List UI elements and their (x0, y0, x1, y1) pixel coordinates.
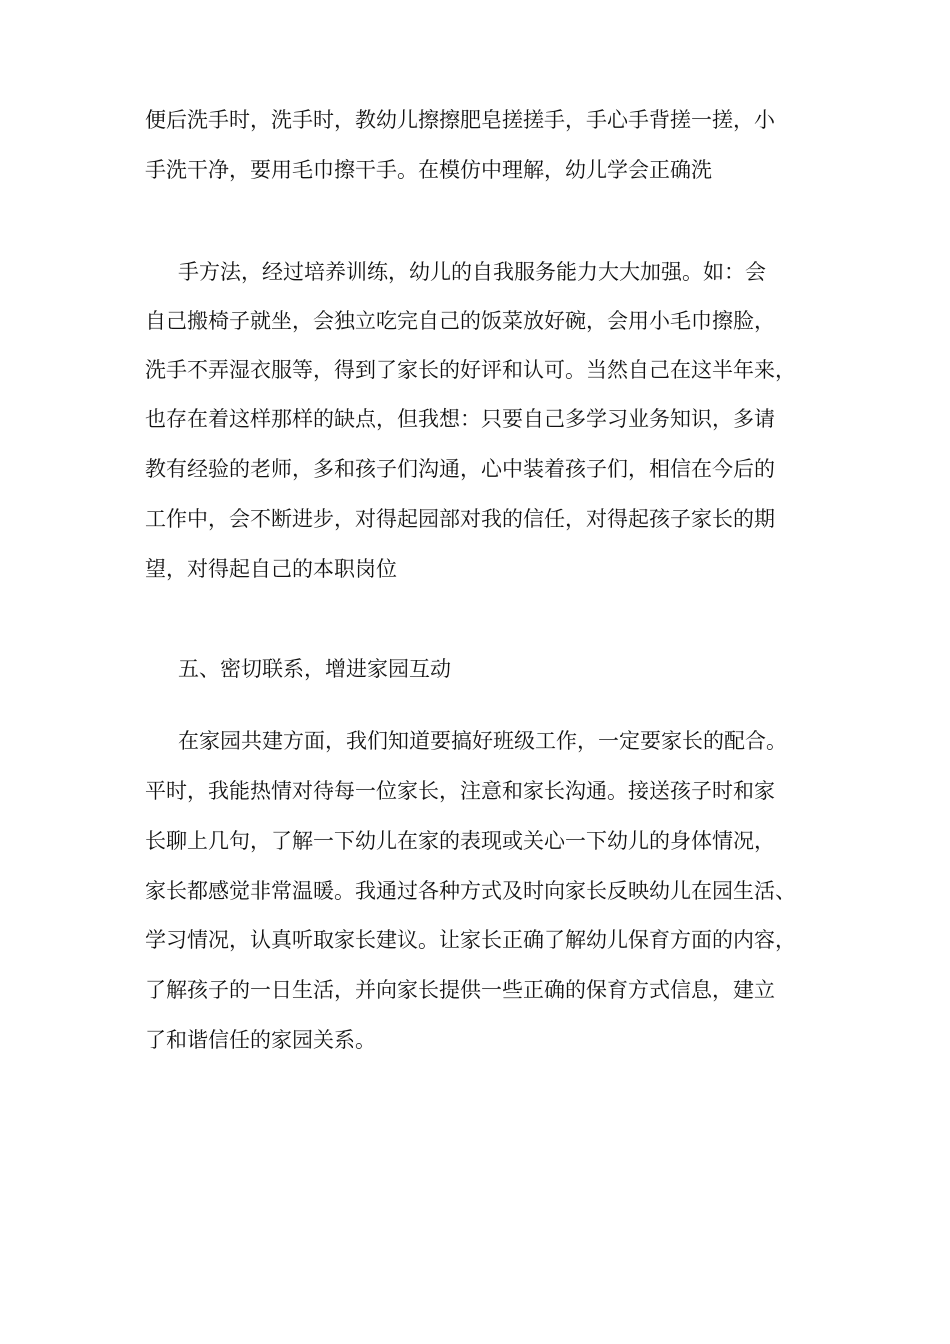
paragraph-line: 手洗干净，要用毛巾擦干手。在模仿中理解，幼儿学会正确洗 (145, 158, 712, 182)
paragraph-line: 了和谐信任的家园关系。 (145, 1028, 376, 1052)
paragraph-line: 手方法，经过培养训练，幼儿的自我服务能力大大加强。如：会 (178, 260, 766, 284)
paragraph-line: 便后洗手时，洗手时，教幼儿擦擦肥皂搓搓手，手心手背搓一搓，小 (145, 108, 775, 132)
section-heading: 五、密切联系，增进家园互动 (178, 657, 451, 681)
paragraph-line: 了解孩子的一日生活，并向家长提供一些正确的保育方式信息，建立 (145, 978, 775, 1002)
paragraph-line: 也存在着这样那样的缺点，但我想：只要自己多学习业务知识，多请 (145, 407, 775, 431)
paragraph-line: 家长都感觉非常温暖。我通过各种方式及时向家长反映幼儿在园生活、 (145, 879, 796, 903)
paragraph-line: 学习情况，认真听取家长建议。让家长正确了解幼儿保育方面的内容， (145, 928, 796, 952)
paragraph-line: 洗手不弄湿衣服等，得到了家长的好评和认可。当然自己在这半年来， (145, 358, 796, 382)
paragraph-line: 在家园共建方面，我们知道要搞好班级工作，一定要家长的配合。 (178, 729, 787, 753)
paragraph-line: 望，对得起自己的本职岗位 (145, 557, 397, 581)
paragraph-line: 工作中，会不断进步，对得起园部对我的信任，对得起孩子家长的期 (145, 507, 775, 531)
paragraph-line: 自己搬椅子就坐，会独立吃完自己的饭菜放好碗，会用小毛巾擦脸， (145, 309, 775, 333)
paragraph-line: 教有经验的老师，多和孩子们沟通，心中装着孩子们，相信在今后的 (145, 457, 775, 481)
paragraph-line: 平时，我能热情对待每一位家长，注意和家长沟通。接送孩子时和家 (145, 779, 775, 803)
paragraph-line: 长聊上几句，了解一下幼儿在家的表现或关心一下幼儿的身体情况， (145, 829, 775, 853)
